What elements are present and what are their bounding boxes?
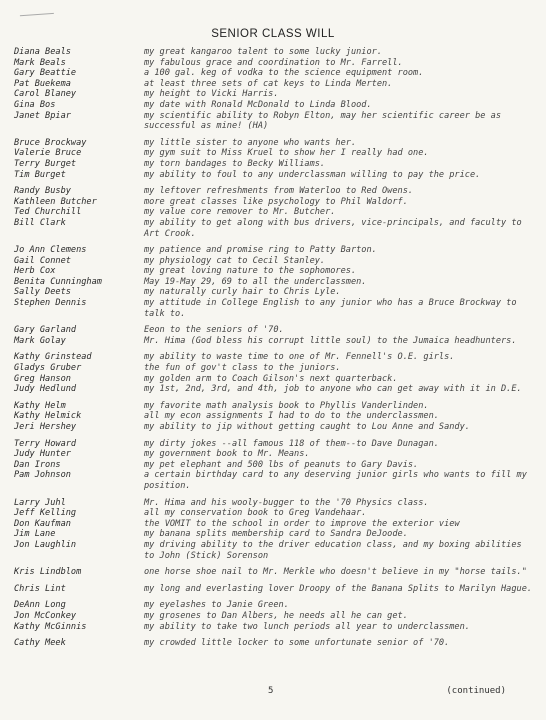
student-name: Valerie Bruce bbox=[14, 148, 82, 159]
student-name: Gina Bos bbox=[14, 99, 56, 110]
student-name: Larry Juhl bbox=[14, 497, 66, 508]
bequest-text: my attitude in College English to any junior who has a Bruce Brockway to talk to. bbox=[144, 298, 517, 319]
student-name: Terry Burget bbox=[14, 158, 77, 169]
student-name: Kathy Grinstead bbox=[14, 352, 92, 363]
will-entry bbox=[14, 89, 534, 100]
bequest-text: more great classes like psychology to Phil Waldorf. bbox=[144, 196, 408, 207]
will-entry bbox=[14, 159, 534, 170]
bequest-text: my scientific ability to Robyn Elton, may her scientific career be as successful as mine! (HA) bbox=[144, 110, 501, 132]
student-name: Judy Hunter bbox=[14, 449, 71, 460]
will-entry bbox=[14, 498, 534, 509]
bequest-text: my gym suit to Miss Kruel to show her I really had one. bbox=[144, 148, 429, 159]
bequest-text: one horse shoe nail to Mr. Merkle who doesn't believe in my "horse tails." bbox=[144, 567, 527, 578]
will-entry bbox=[14, 256, 534, 267]
student-name: Randy Busby bbox=[14, 186, 71, 197]
bequest-text: my eyelashes to Janie Green. bbox=[144, 600, 289, 611]
will-entry bbox=[14, 58, 534, 69]
bequest-text: all my econ assignments I had to do to the underclassmen. bbox=[144, 411, 439, 422]
bequest-text: a certain birthday card to any deserving junior girls who wants to fill my position. bbox=[144, 470, 527, 491]
student-name: Kathy Helmick bbox=[14, 411, 82, 422]
bequest-text: my naturally curly hair to Chris Lyle. bbox=[144, 287, 341, 298]
will-entry bbox=[14, 170, 534, 181]
bequest-text: my grosenes to Dan Albers, he needs all he can get. bbox=[144, 610, 408, 621]
bequest-text: my 1st, 2nd, 3rd, and 4th, job to anyone who can get away with it in D.E. bbox=[144, 384, 522, 395]
will-entry bbox=[14, 508, 534, 519]
will-entry bbox=[14, 363, 534, 374]
bequest-text: my pet elephant and 500 lbs of peanuts to Gary Davis. bbox=[144, 459, 419, 470]
student-name: Judy Hedlund bbox=[14, 384, 77, 395]
will-entry bbox=[14, 207, 534, 218]
bequest-text: my government book to Mr. Means. bbox=[144, 449, 310, 460]
will-entry bbox=[14, 611, 534, 622]
bequest-text: a 100 gal. keg of vodka to the science equipment room. bbox=[144, 68, 424, 79]
bequest-text: my great kangaroo talent to some lucky junior. bbox=[144, 47, 382, 57]
will-entry bbox=[14, 352, 534, 363]
bequest-text: my driving ability to the driver education class, and my boxing abilities to John (Stick) Sorenson bbox=[144, 539, 522, 561]
student-name: Stephen Dennis bbox=[14, 298, 87, 309]
student-name: DeAnn Long bbox=[14, 600, 66, 611]
will-entry bbox=[14, 148, 534, 159]
will-entry bbox=[14, 384, 534, 395]
student-name: Greg Hanson bbox=[14, 373, 71, 384]
student-name: Cathy Meek bbox=[14, 638, 66, 649]
will-entry bbox=[14, 266, 534, 277]
student-name: Carol Blaney bbox=[14, 89, 77, 100]
will-entry bbox=[14, 567, 534, 578]
student-name: Jo Ann Clemens bbox=[14, 245, 87, 256]
will-entry bbox=[14, 470, 534, 491]
bequest-text: my ability to take two lunch periods all year to underclassmen. bbox=[144, 621, 470, 632]
will-entry bbox=[14, 439, 534, 450]
will-entries bbox=[14, 47, 534, 649]
will-entry bbox=[14, 218, 534, 239]
student-name: Mark Beals bbox=[14, 57, 66, 68]
student-name: Gary Garland bbox=[14, 325, 77, 336]
student-name: Kris Lindblom bbox=[14, 567, 82, 578]
bequest-text: my dirty jokes --all famous 118 of them--to Dave Dunagan. bbox=[144, 438, 439, 449]
will-entry bbox=[14, 401, 534, 412]
will-entry bbox=[14, 100, 534, 111]
student-name: Jim Lane bbox=[14, 529, 56, 540]
will-entry bbox=[14, 298, 534, 319]
will-entry bbox=[14, 449, 534, 460]
bequest-text: Eeon to the seniors of '70. bbox=[144, 325, 284, 336]
will-entry bbox=[14, 411, 534, 422]
bequest-text: at least three sets of cat keys to Linda Merten. bbox=[144, 78, 393, 89]
bequest-text: my ability to waste time to one of Mr. Fennell's O.E. girls. bbox=[144, 352, 455, 363]
will-entry bbox=[14, 374, 534, 385]
bequest-text: my value core remover to Mr. Butcher. bbox=[144, 207, 336, 218]
bequest-text: my ability to foul to any underclassman willing to pay the price. bbox=[144, 169, 481, 180]
bequest-text: my date with Ronald McDonald to Linda Blood. bbox=[144, 99, 372, 110]
will-entry bbox=[14, 197, 534, 208]
will-entry bbox=[14, 529, 534, 540]
bequest-text: my patience and promise ring to Patty Barton. bbox=[144, 245, 377, 256]
bequest-text: my favorite math analysis book to Phyllis Vanderlinden. bbox=[144, 400, 429, 411]
student-name: Terry Howard bbox=[14, 438, 77, 449]
will-entry bbox=[14, 287, 534, 298]
bequest-text: my banana splits membership card to Sandra DeJoode. bbox=[144, 529, 408, 540]
will-entry bbox=[14, 460, 534, 471]
student-name: Tim Burget bbox=[14, 169, 66, 180]
page-title: SENIOR CLASS WILL bbox=[211, 28, 335, 40]
will-entry bbox=[14, 138, 534, 149]
student-name: Kathy Helm bbox=[14, 400, 66, 411]
bequest-text: my long and everlasting lover Droopy of the Banana Splits to Marilyn Hague. bbox=[144, 583, 533, 594]
student-name: Bruce Brockway bbox=[14, 137, 87, 148]
will-entry bbox=[14, 638, 534, 649]
bequest-text: my torn bandages to Becky Williams. bbox=[144, 158, 326, 169]
will-entry bbox=[14, 186, 534, 197]
student-name: Jeri Hershey bbox=[14, 422, 77, 432]
will-entry bbox=[14, 245, 534, 256]
bequest-text: my leftover refreshments from Waterloo to Red Owens. bbox=[144, 186, 414, 197]
will-entry bbox=[14, 584, 534, 595]
student-name: Dan Irons bbox=[14, 459, 61, 470]
bequest-text: the fun of gov't class to the juniors. bbox=[144, 363, 341, 374]
student-name: Kathy McGinnis bbox=[14, 621, 87, 632]
bequest-text: my physiology cat to Cecil Stanley. bbox=[144, 255, 326, 266]
student-name: Benita Cunningham bbox=[14, 276, 102, 287]
page-number: 5 bbox=[268, 686, 274, 696]
bequest-text: Mr. Hima and his wooly-bugger to the '70 Physics class. bbox=[144, 497, 429, 508]
will-entry bbox=[14, 422, 534, 433]
bequest-text: my ability to jip without getting caught to Lou Anne and Sandy. bbox=[144, 422, 470, 432]
student-name: Chris Lint bbox=[14, 583, 66, 594]
bequest-text: the VOMIT to the school in order to improve the exterior view bbox=[144, 518, 460, 529]
student-name: Jeff Kelling bbox=[14, 508, 77, 519]
will-entry bbox=[14, 540, 534, 561]
bequest-text: May 19-May 29, 69 to all the underclassmen. bbox=[144, 276, 367, 287]
will-entry bbox=[14, 111, 534, 132]
bequest-text: Mr. Hima (God bless his corrupt little soul) to the Jumaica headhunters. bbox=[144, 335, 517, 346]
will-entry bbox=[14, 68, 534, 79]
will-entry bbox=[14, 47, 534, 58]
student-name: Ted Churchill bbox=[14, 207, 82, 218]
student-name: Mark Golay bbox=[14, 335, 66, 346]
student-name: Don Kaufman bbox=[14, 518, 71, 529]
student-name: Gladys Gruber bbox=[14, 363, 82, 374]
student-name: Diana Beals bbox=[14, 47, 71, 57]
student-name: Jon Laughlin bbox=[14, 539, 77, 550]
student-name: Janet Bpiar bbox=[14, 110, 71, 121]
student-name: Gary Beattie bbox=[14, 68, 77, 79]
will-entry bbox=[14, 79, 534, 90]
continued-note: (continued) bbox=[446, 686, 506, 696]
bequest-text: my ability to get along with bus drivers, vice-principals, and faculty to Art Crook. bbox=[144, 217, 522, 239]
will-entry bbox=[14, 600, 534, 611]
bequest-text: all my conservation book to Greg Vandehaar. bbox=[144, 508, 367, 519]
bequest-text: my little sister to anyone who wants her. bbox=[144, 137, 357, 148]
student-name: Gail Connet bbox=[14, 255, 71, 266]
student-name: Herb Cox bbox=[14, 266, 56, 277]
student-name: Sally Deets bbox=[14, 287, 71, 298]
will-entry bbox=[14, 336, 534, 347]
bequest-text: my height to Vicki Harris. bbox=[144, 89, 279, 100]
will-entry bbox=[14, 622, 534, 633]
bequest-text: my fabulous grace and coordination to Mr. Farrell. bbox=[144, 57, 403, 68]
student-name: Pat Buekema bbox=[14, 78, 71, 89]
student-name: Kathleen Butcher bbox=[14, 196, 97, 207]
student-name: Pam Johnson bbox=[14, 470, 71, 481]
will-entry bbox=[14, 325, 534, 336]
student-name: Bill Clark bbox=[14, 217, 66, 228]
bequest-text: my crowded little locker to some unfortunate senior of '70. bbox=[144, 638, 450, 649]
will-entry bbox=[14, 277, 534, 288]
student-name: Jon McConkey bbox=[14, 610, 77, 621]
pen-mark bbox=[20, 13, 54, 19]
bequest-text: my golden arm to Coach Gilson's next quarterback. bbox=[144, 373, 398, 384]
bequest-text: my great loving nature to the sophomores. bbox=[144, 266, 357, 277]
will-entry bbox=[14, 519, 534, 530]
